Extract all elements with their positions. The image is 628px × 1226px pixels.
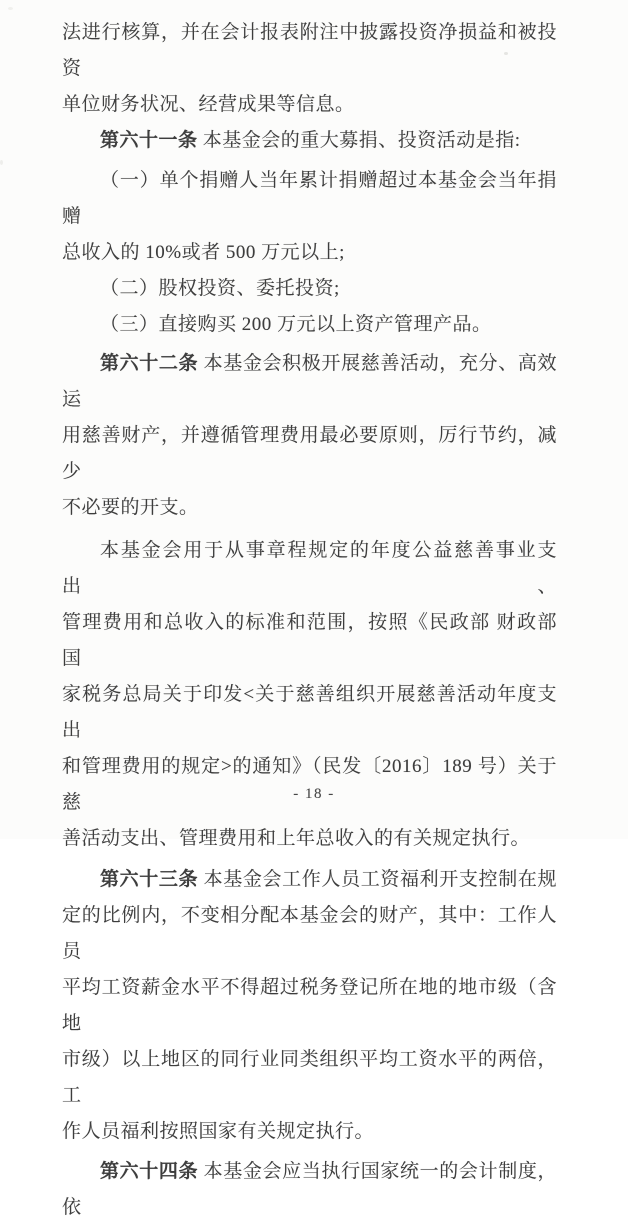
- text-line: 平均工资薪金水平不得超过税务登记所在地的地市级（含地: [62, 977, 557, 1034]
- text-line: 单位财务状况、经营成果等信息。: [62, 94, 355, 115]
- article-number: 第六十三条: [100, 869, 199, 890]
- article-number: 第六十一条: [100, 130, 198, 151]
- article-heading-line: [62, 862, 557, 898]
- article-text: 本基金会的重大募捐、投资活动是指:: [197, 130, 521, 151]
- scan-speck: [8, 7, 13, 10]
- scan-speck: [0, 160, 3, 165]
- text-line: （一）单个捐赠人当年累计捐赠超过本基金会当年捐赠: [62, 170, 557, 227]
- page-number: - 18 -: [293, 786, 335, 802]
- text-line: 管理费用和总收入的标准和范围，按照《民政部 财政部 国: [62, 612, 557, 669]
- text-line: （二）股权投资、委托投资;: [100, 278, 340, 299]
- article-text: 本基金会工作人员工资福利开支控制在规: [198, 869, 557, 890]
- article-text: 本基金会应当执行国家统一的会计制度，依: [62, 1161, 557, 1218]
- text-line: 用慈善财产，并遵循管理费用最必要原则，厉行节约，减少: [62, 425, 557, 482]
- text-line: （三）直接购买 200 万元以上资产管理产品。: [100, 314, 492, 335]
- text-line: 和管理费用的规定>的通知》（民发〔2016〕189 号）关于慈: [62, 756, 557, 813]
- document-body: [62, 15, 557, 1226]
- text-line: 作人员福利按照国家有关规定执行。: [62, 1121, 375, 1142]
- article-heading-line: [62, 1154, 557, 1226]
- article-number: 第六十四条: [100, 1161, 199, 1182]
- text-line: 不必要的开支。: [62, 497, 199, 518]
- text-line: 家税务总局关于印发<关于慈善组织开展慈善活动年度支出: [62, 684, 557, 741]
- text-line: 定的比例内，不变相分配本基金会的财产，其中：工作人员: [62, 905, 557, 962]
- article-heading-line: [62, 346, 557, 418]
- text-line: 法进行核算，并在会计报表附注中披露投资净损益和被投资: [62, 22, 557, 79]
- text-line: 总收入的 10%或者 500 万元以上;: [62, 242, 345, 263]
- text-line: 本基金会用于从事章程规定的年度公益慈善事业支出、: [62, 540, 557, 597]
- text-line: 善活动支出、管理费用和上年总收入的有关规定执行。: [62, 828, 531, 849]
- article-heading-line: [62, 123, 557, 159]
- article-text: 本基金会积极开展慈善活动，充分、高效运: [62, 353, 557, 410]
- text-line: 市级）以上地区的同行业同类组织平均工资水平的两倍，工: [62, 1049, 557, 1106]
- article-number: 第六十二条: [100, 353, 199, 374]
